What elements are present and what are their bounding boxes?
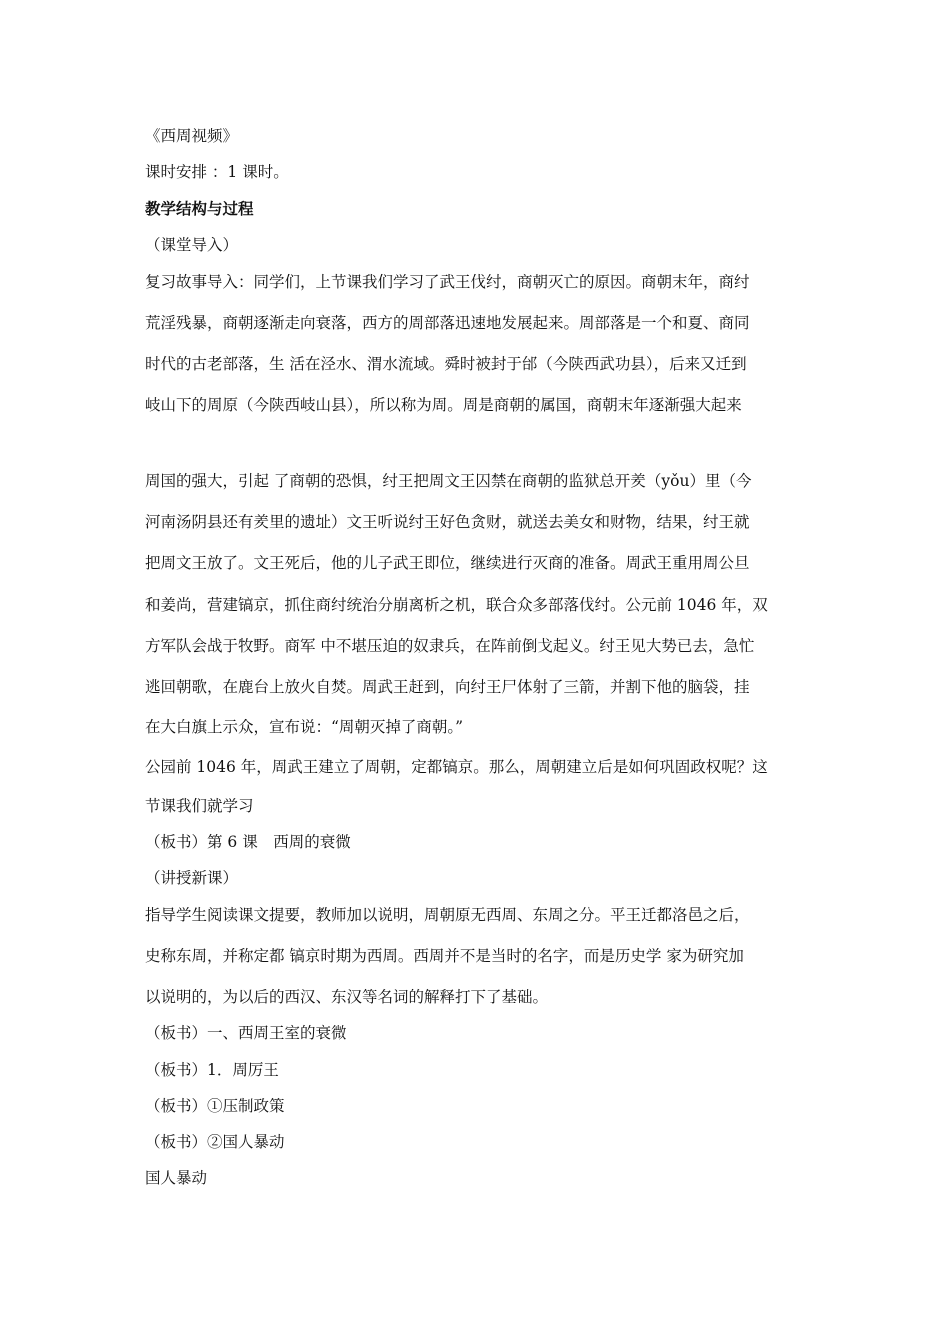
- founding-line: 节课我们就学习: [145, 797, 254, 815]
- story-line: 把周文王放了。文王死后，他的儿子武王即位，继续进行灭商的准备。周武王重用周公旦: [145, 554, 750, 572]
- intro-line: 荒淫残暴，商朝逐渐走向衰落，西方的周部落迅速地发展起来。周部落是一个和夏、商同: [145, 314, 750, 332]
- section-heading: 教学结构与过程: [145, 199, 254, 218]
- intro-label: （课堂导入）: [145, 236, 239, 254]
- schedule-line: 课时安排 ：1 课时。: [145, 163, 289, 181]
- intro-line: 时代的古老部落，生 活在泾水、渭水流域。舜时被封于邰（今陕西武功县），后来又迁到: [145, 355, 747, 373]
- source-line: 《西周视频》: [145, 127, 239, 145]
- story-line: 周国的强大，引起 了商朝的恐惧，纣王把周文王囚禁在商朝的监狱总开羑（yǒu）里（今: [145, 472, 752, 490]
- board-lesson-title: （板书）第 6 课 西周的衰微: [145, 833, 351, 851]
- story-line: 和姜尚，营建镐京，抓住商纣统治分崩离析之机，联合众多部落伐纣。公元前 1046 年，双: [145, 596, 768, 614]
- founding-line: 公园前 1046 年，周武王建立了周朝，定都镐京。那么，周朝建立后是如何巩固政权呢？这: [145, 758, 768, 776]
- board-item: （板书）1．周厉王: [145, 1061, 279, 1079]
- story-line: 河南汤阴县还有羑里的遗址）文王听说纣王好色贪财，就送去美女和财物，结果，纣王就: [145, 513, 750, 531]
- teach-line: 史称东周，并称定都 镐京时期为西周。西周并不是当时的名字，而是历史学 家为研究加: [145, 947, 744, 965]
- board-item: （板书）①压制政策: [145, 1097, 285, 1115]
- board-item: （板书）一、西周王室的衰微: [145, 1024, 347, 1042]
- teach-line: 以说明的，为以后的西汉、东汉等名词的解释打下了基础。: [145, 988, 549, 1006]
- intro-line: 复习故事导入：同学们，上节课我们学习了武王伐纣，商朝灭亡的原因。商朝末年，商纣: [145, 273, 750, 291]
- story-line: 方军队会战于牧野。商军 中不堪压迫的奴隶兵，在阵前倒戈起义。纣王见大势已去，急忙: [145, 637, 755, 655]
- story-line: 在大白旗上示众，宣布说：“周朝灭掉了商朝。”: [145, 718, 464, 736]
- board-item: （板书）②国人暴动: [145, 1133, 285, 1151]
- closing-line: 国人暴动: [145, 1169, 208, 1187]
- intro-line: 岐山下的周原（今陕西岐山县），所以称为周。周是商朝的属国，商朝末年逐渐强大起来: [145, 396, 742, 414]
- teach-line: 指导学生阅读课文提要，教师加以说明，周朝原无西周、东周之分。平王迁都洛邑之后，: [145, 906, 750, 924]
- teach-label: （讲授新课）: [145, 869, 239, 887]
- story-line: 逃回朝歌，在鹿台上放火自焚。周武王赶到，向纣王尸体射了三箭，并割下他的脑袋，挂: [145, 678, 750, 696]
